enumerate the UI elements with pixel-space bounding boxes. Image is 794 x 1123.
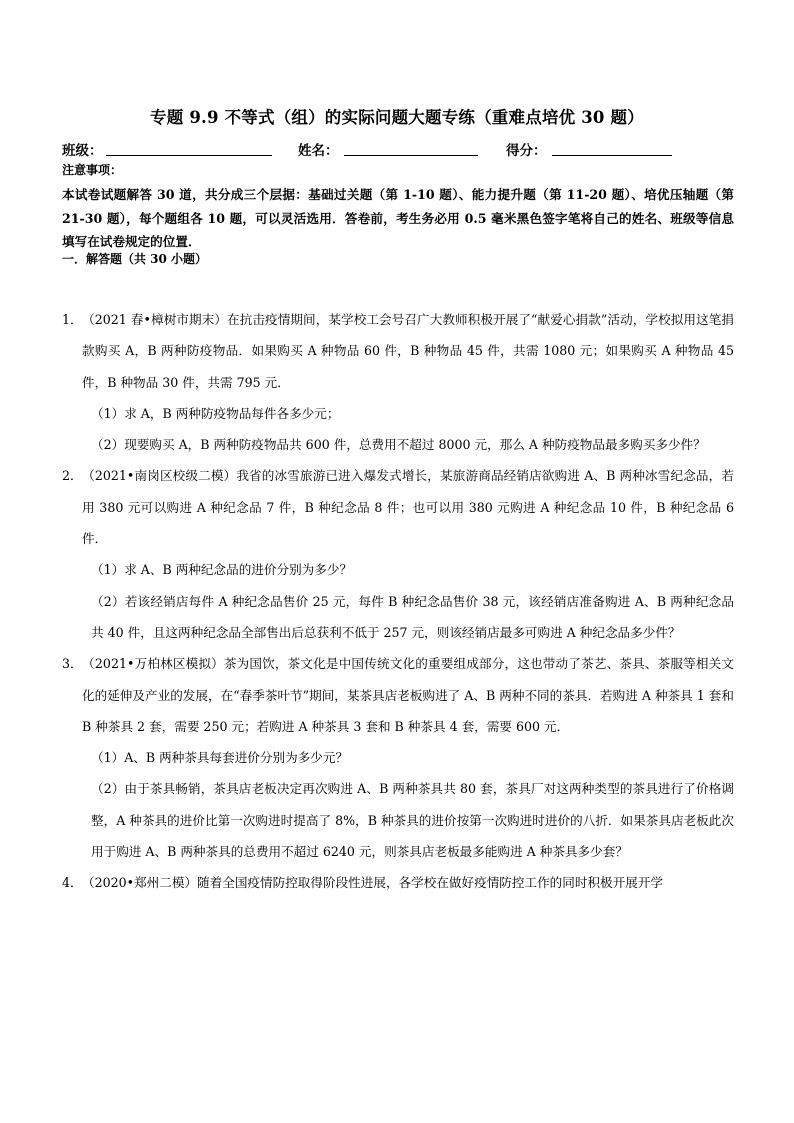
class-blank[interactable]: [106, 155, 272, 156]
problem-4: [62, 867, 734, 898]
section-title: 一．解答题（共 30 小题）: [62, 252, 208, 266]
document-title: 专题 9.9 不等式（组）的实际问题大题专练（重难点培优 30 题）: [150, 108, 644, 127]
class-label: 班级：: [62, 143, 103, 159]
problem-number: 3．: [62, 656, 83, 672]
sub-question-1: （1）求 A，B 两种防疫物品每件各多少元；: [91, 405, 340, 421]
notice-title: 注意事项：: [62, 163, 123, 177]
problem-stem: （2021•万柏林区模拟）茶为国饮，茶文化是中国传统文化的重要组成部分，这也带动了茶艺、茶具、茶服等相关文化的延伸及产业的发展，在“春季茶叶节”期间，某茶具店老板购进了 A、B 两种不同的茶具．若购进 A 种茶具 1 套和 B 种茶具 2 套，需要 250 元；若购进 A 种茶具 3 套和 B 种茶具 4 套，需要 600 元．: [82, 656, 734, 734]
sub-question-2: （2）由于茶具畅销，茶具店老板决定再次购进 A、B 两种茶具共 80 套，茶具厂对这两种类型的茶具进行了价格调整，A 种茶具的进价比第一次购进时提高了 8%，B 种茶具的进价按第一次购进时进价的八折．如果茶具店老板此次用于购进 A、B 两种茶具的总费用不超过 6240 元，则茶具店老板最多能购进 A 种茶具多少套？: [91, 781, 734, 860]
name-label: 姓名：: [298, 143, 339, 159]
name-blank[interactable]: [344, 155, 478, 156]
sub-question-2: （2）若该经销店每件 A 种纪念品售价 25 元，每件 B 种纪念品售价 38 元，该经销店准备购进 A、B 两种纪念品共 40 件，且这两种纪念品全部售出后总获利不低于 257 元，则该经销店最多可购进 A 种纪念品多少件？: [91, 593, 734, 640]
problem-stem: （2021•南岗区校级二模）我省的冰雪旅游已进入爆发式增长，某旅游商品经销店欲购进 A、B 两种冰雪纪念品，若用 380 元可以购进 A 种纪念品 7 件，B 种纪念品 8 件；也可以用 380 元购进 A 种纪念品 10 件，B 种纪念品 6 件．: [82, 468, 734, 547]
problem-2: [62, 460, 734, 648]
problem-number: 4．: [62, 875, 83, 891]
student-info-row: [62, 139, 702, 159]
problem-number: 2．: [62, 468, 83, 484]
sub-question-1: （1）求 A、B 两种纪念品的进价分别为多少？: [91, 562, 353, 578]
problem-number: 1．: [62, 312, 83, 327]
problem-1: [62, 304, 734, 460]
problem-stem: （2021 春•樟树市期末）在抗击疫情期间，某学校工会号召广大教师积极开展了“献爱心捐款”活动，学校拟用这笔捐款购买 A，B 两种防疫物品．如果购买 A 种物品 60 件，B 种物品 45 件，共需 1080 元；如果购买 A 种物品 45 件，B 种物品 30 件，共需 795 元．: [82, 312, 734, 390]
problem-stem: （2020•郑州二模）随着全国疫情防控取得阶段性进展，各学校在做好疫情防控工作的同时积极开展开学: [82, 875, 664, 891]
sub-question-2: （2）现要购买 A，B 两种防疫物品共 600 件，总费用不超过 8000 元，那么 A 种防疫物品最多购买多少件？: [91, 437, 706, 453]
problem-list: [62, 304, 734, 899]
score-blank[interactable]: [552, 155, 672, 156]
sub-question-1: （1）A、B 两种茶具每套进价分别为多少元？: [91, 750, 349, 766]
notice-body: 本试卷试题解答 30 道，共分成三个层据：基础过关题（第 1-10 题）、能力提升题（第 11-20 题）、培优压轴题（第 21-30 题），每个题组各 10 题，可以灵活选用．答卷前，考生务必用 0.5 毫米黑色签字笔将自己的姓名、班级等信息填写在试卷规定的位置．: [62, 187, 734, 249]
problem-3: [62, 648, 734, 867]
score-label: 得分：: [506, 143, 547, 159]
